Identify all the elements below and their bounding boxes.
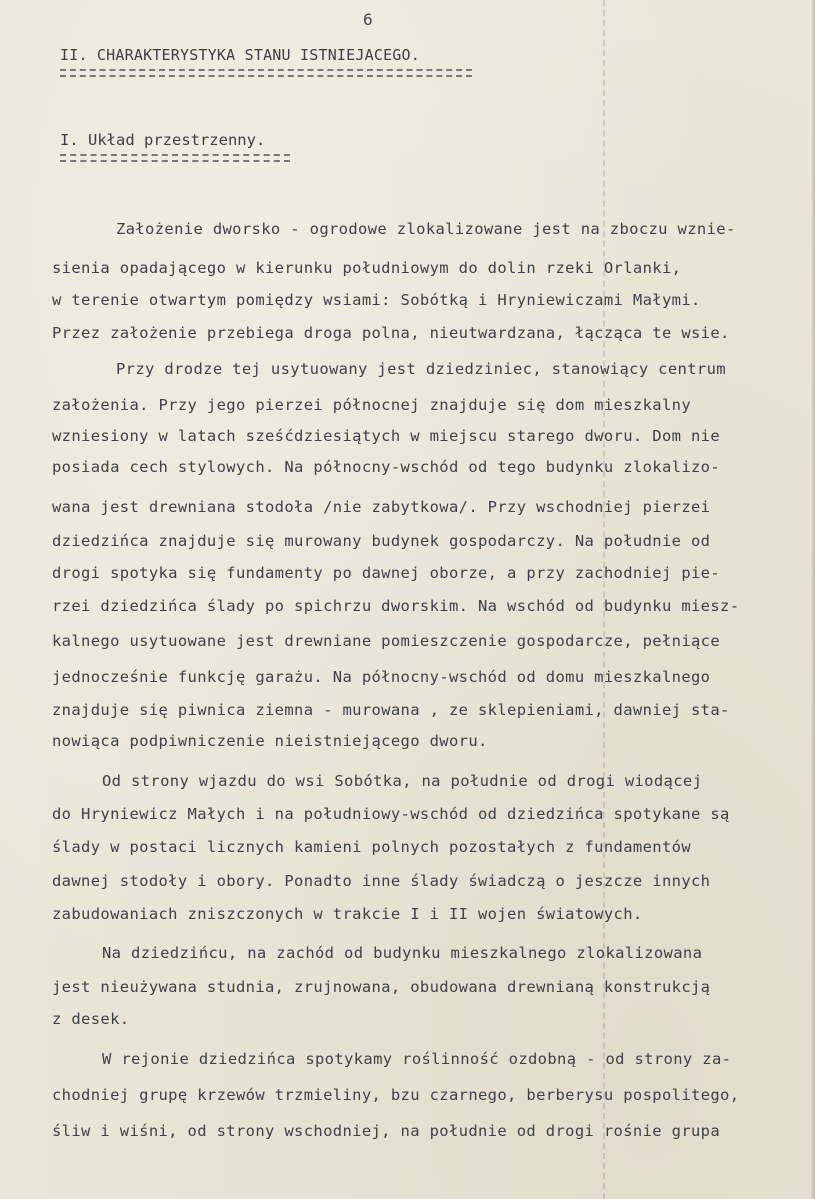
body-line: dziedzińca znajduje się murowany budynek gospodarczy. Na południe od: [52, 532, 711, 550]
section-title-underline: [60, 154, 290, 156]
chapter-title-underline: [60, 69, 472, 71]
section-title-underline-second: [60, 160, 290, 162]
body-line: dawnej stodoły i obory. Ponadto inne ślady świadczą o jeszcze innych: [52, 872, 711, 890]
body-line: w terenie otwartym pomiędzy wsiami: Sobótką i Hryniewiczami Małymi.: [52, 291, 701, 309]
body-line: Założenie dworsko - ogrodowe zlokalizowane jest na zboczu wznie-: [116, 220, 736, 238]
body-line: zabudowaniach zniszczonych w trakcie I i II wojen światowych.: [52, 905, 643, 923]
body-line: znajduje się piwnica ziemna - murowana , ze sklepieniami, dawniej sta-: [52, 701, 730, 719]
body-line: Przez założenie przebiega droga polna, nieutwardzana, łącząca te wsie.: [52, 324, 730, 342]
body-line: posiada cech stylowych. Na północny-wschód od tego budynku zlokalizo-: [52, 458, 721, 476]
body-line: założenia. Przy jego pierzei północnej znajduje się dom mieszkalny: [52, 396, 691, 414]
body-line: wzniesiony w latach sześćdziesiątych w miejscu starego dworu. Dom nie: [52, 427, 721, 445]
body-line: jednocześnie funkcję garażu. Na północny-wschód od domu mieszkalnego: [52, 668, 711, 686]
body-line: Przy drodze tej usytuowany jest dziedziniec, stanowiący centrum: [116, 360, 726, 378]
body-line: Na dziedzińcu, na zachód od budynku mieszkalnego zlokalizowana: [102, 944, 703, 962]
body-line: do Hryniewicz Małych i na południowy-wschód od dziedzińca spotykane są: [52, 805, 730, 823]
body-line: sienia opadającego w kierunku południowym do dolin rzeki Orlanki,: [52, 259, 682, 277]
body-line: Od strony wjazdu do wsi Sobótka, na południe od drogi wiodącej: [102, 772, 703, 790]
page-number: 6: [363, 10, 373, 29]
body-line: drogi spotyka się fundamenty po dawnej oborze, a przy zachodniej pie-: [52, 564, 721, 582]
section-title: I. Układ przestrzenny.: [60, 131, 266, 149]
body-line: z desek.: [52, 1010, 130, 1028]
body-line: nowiąca podpiwniczenie nieistniejącego dworu.: [52, 732, 488, 750]
body-line: rzei dziedzińca ślady po spichrzu dworskim. Na wschód od budynku miesz-: [52, 597, 740, 615]
body-line: wana jest drewniana stodoła /nie zabytkowa/. Przy wschodniej pierzei: [52, 498, 711, 516]
paper-edge-shadow: [811, 0, 815, 1199]
body-line: W rejonie dziedzińca spotykamy roślinność ozdobną - od strony za-: [102, 1050, 732, 1068]
body-line: chodniej grupę krzewów trzmieliny, bzu czarnego, berberysu pospolitego,: [52, 1086, 740, 1104]
body-line: śliw i wiśni, od strony wschodniej, na południe od drogi rośnie grupa: [52, 1122, 721, 1140]
body-line: ślady w postaci licznych kamieni polnych pozostałych z fundamentów: [52, 838, 691, 856]
chapter-title: II. CHARAKTERYSTYKA STANU ISTNIEJACEGO.: [60, 46, 420, 64]
body-line: jest nieużywana studnia, zrujnowana, obudowana drewnianą konstrukcją: [52, 978, 711, 996]
chapter-title-underline-second: [60, 75, 472, 77]
body-line: kalnego usytuowane jest drewniane pomieszczenie gospodarcze, pełniące: [52, 632, 721, 650]
